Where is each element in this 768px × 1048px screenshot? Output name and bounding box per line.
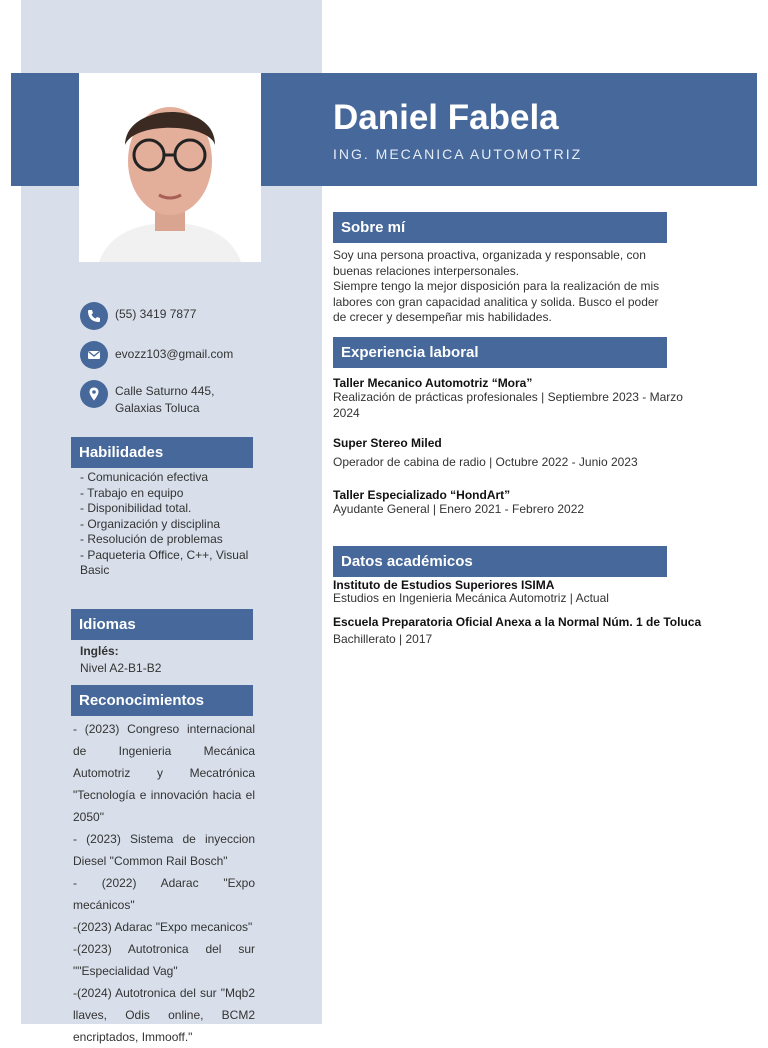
person-name: Daniel Fabela bbox=[333, 98, 559, 137]
about-paragraph: Soy una persona proactiva, organizada y responsable, con buenas relaciones interpersonales. bbox=[333, 248, 646, 278]
header-band-left bbox=[11, 73, 79, 186]
education-heading: Datos académicos bbox=[333, 546, 667, 577]
education-entry-detail: Estudios en Ingenieria Mecánica Automotriz | Actual bbox=[333, 591, 609, 605]
location-icon bbox=[80, 380, 108, 408]
profile-photo bbox=[79, 73, 261, 262]
job-entry-detail: Ayudante General | Enero 2021 - Febrero 2022 bbox=[333, 502, 585, 516]
phone-icon bbox=[80, 302, 108, 330]
email-icon bbox=[80, 341, 108, 369]
job-title: ING. MECANICA AUTOMOTRIZ bbox=[333, 146, 583, 162]
job-entry-title: Super Stereo Miled bbox=[333, 436, 442, 450]
skill-item: - Organización y disciplina bbox=[80, 516, 221, 531]
job-entry-title: Taller Mecanico Automotriz “Mora” bbox=[333, 376, 533, 390]
about-paragraph: Siempre tengo la mejor disposición para la realización de mis labores con gran capacidad analitica y solida. Busco el poder de crecer y desempeñar mis habilidades. bbox=[333, 279, 660, 324]
education-entry-title: Instituto de Estudios Superiores ISIMA bbox=[333, 578, 555, 592]
skill-item: - Disponibilidad total. bbox=[80, 501, 192, 515]
skills-heading: Habilidades bbox=[71, 437, 253, 468]
skill-item: - Paqueteria Office, C++, Visual Basic bbox=[80, 547, 249, 577]
language-block bbox=[80, 643, 161, 677]
about-heading: Sobre mí bbox=[333, 212, 667, 243]
awards-list bbox=[73, 718, 255, 1048]
education-entry-title: Escuela Preparatoria Oficial Anexa a la Normal Núm. 1 de Toluca bbox=[333, 615, 702, 629]
award-item: - (2023) Congreso internacional de Ingenieria Mecánica Automotriz y Mecatrónica "Tecnología e innovación hacia el 2050" bbox=[73, 722, 255, 824]
skills-list bbox=[80, 470, 260, 579]
address-line: Calle Saturno 445, bbox=[115, 384, 215, 398]
skill-item: - Comunicación efectiva bbox=[80, 470, 209, 484]
address bbox=[115, 383, 214, 417]
languages-heading: Idiomas bbox=[71, 609, 253, 640]
address-line: Galaxias Toluca bbox=[115, 401, 200, 415]
skill-item: - Trabajo en equipo bbox=[80, 485, 184, 500]
education-entry-detail: Bachillerato | 2017 bbox=[333, 632, 433, 646]
email-address: evozz103@gmail.com bbox=[115, 347, 234, 361]
skill-item: - Resolución de problemas bbox=[80, 532, 223, 546]
experience-heading: Experiencia laboral bbox=[333, 337, 667, 368]
award-item: - (2022) Adarac "Expo mecánicos" bbox=[73, 876, 255, 912]
award-item: -(2024) Autotronica del sur "Mqb2 llaves, Odis online, BCM2 encriptados, Immooff." bbox=[73, 986, 255, 1044]
job-entry-detail: Realización de prácticas profesionales | Septiembre 2023 - Marzo 2024 bbox=[333, 390, 683, 420]
about-text bbox=[333, 248, 673, 326]
award-item: -(2023) Autotronica del sur ""Especialidad Vag" bbox=[73, 942, 255, 978]
phone-number: (55) 3419 7877 bbox=[115, 307, 197, 321]
award-item: -(2023) Adarac "Expo mecanicos" bbox=[73, 920, 253, 934]
language-name: Inglés: bbox=[80, 644, 119, 658]
job-entry-title: Taller Especializado “HondArt” bbox=[333, 488, 511, 502]
language-level: Nivel A2-B1-B2 bbox=[80, 661, 162, 675]
award-item: - (2023) Sistema de inyeccion Diesel "Common Rail Bosch" bbox=[73, 832, 255, 868]
awards-heading: Reconocimientos bbox=[71, 685, 253, 716]
job-entry-detail: Operador de cabina de radio | Octubre 2022 - Junio 2023 bbox=[333, 455, 638, 469]
